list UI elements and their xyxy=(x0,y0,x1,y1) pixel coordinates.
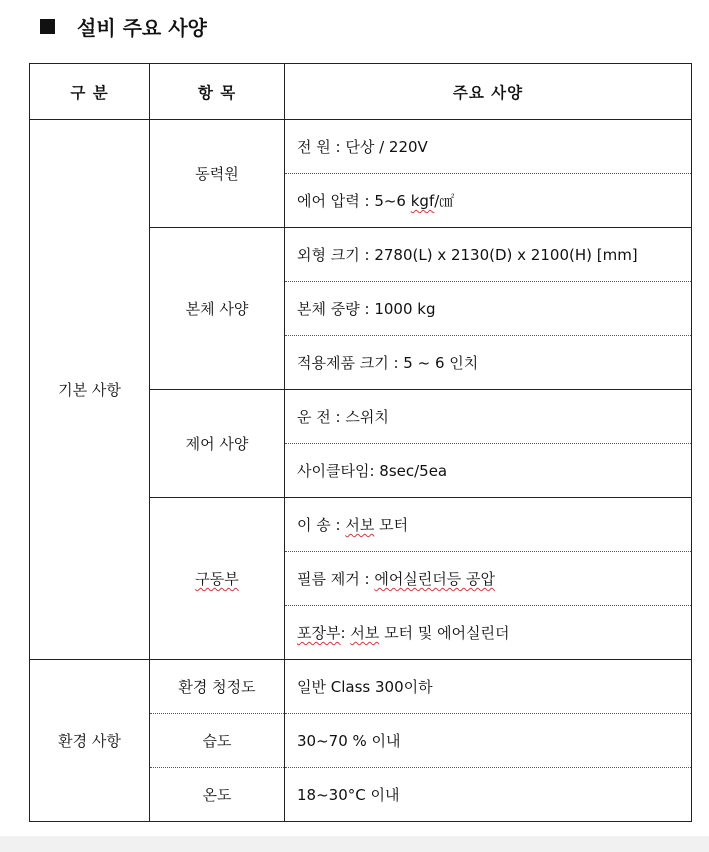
item-drive: 구동부 xyxy=(150,498,285,660)
spec-dimensions: 외형 크기 : 2780(L) x 2130(D) x 2100(H) [mm] xyxy=(285,228,692,282)
header-spec: 주요 사양 xyxy=(285,64,692,120)
section-title xyxy=(40,12,207,40)
item-body: 본체 사양 xyxy=(150,228,285,390)
spec-cycle-time: 사이클타임: 8sec/5ea xyxy=(285,444,692,498)
item-control: 제어 사양 xyxy=(150,390,285,498)
spec-operation: 운 전 : 스위치 xyxy=(285,390,692,444)
category-environment: 환경 사항 xyxy=(30,660,150,822)
spec-temperature: 18~30°C 이내 xyxy=(285,768,692,822)
spec-transfer: 이 송 : 서보 모터 xyxy=(285,498,692,552)
spec-power-supply: 전 원 : 단상 / 220V xyxy=(285,120,692,174)
square-bullet-icon xyxy=(40,19,55,34)
page-bottom-strip xyxy=(0,836,709,852)
table-row xyxy=(30,120,692,174)
item-power: 동력원 xyxy=(150,120,285,228)
item-cleanliness: 환경 청정도 xyxy=(150,660,285,714)
spec-packing: 포장부: 서보 모터 및 에어실린더 xyxy=(285,606,692,660)
spec-air-pressure: 에어 압력 : 5~6 kgf/㎠ xyxy=(285,174,692,228)
table-header-row xyxy=(30,64,692,120)
table-row xyxy=(30,660,692,714)
spec-film-removal: 필름 제거 : 에어실린더등 공압 xyxy=(285,552,692,606)
header-category: 구 분 xyxy=(30,64,150,120)
spec-weight: 본체 중량 : 1000 kg xyxy=(285,282,692,336)
category-basic: 기본 사항 xyxy=(30,120,150,660)
spec-humidity: 30~70 % 이내 xyxy=(285,714,692,768)
spec-product-size: 적용제품 크기 : 5 ~ 6 인치 xyxy=(285,336,692,390)
spec-cleanliness: 일반 Class 300이하 xyxy=(285,660,692,714)
section-title-text: 설비 주요 사양 xyxy=(77,15,207,40)
item-humidity: 습도 xyxy=(150,714,285,768)
item-temperature: 온도 xyxy=(150,768,285,822)
header-item: 항 목 xyxy=(150,64,285,120)
equipment-spec-table xyxy=(29,63,692,822)
